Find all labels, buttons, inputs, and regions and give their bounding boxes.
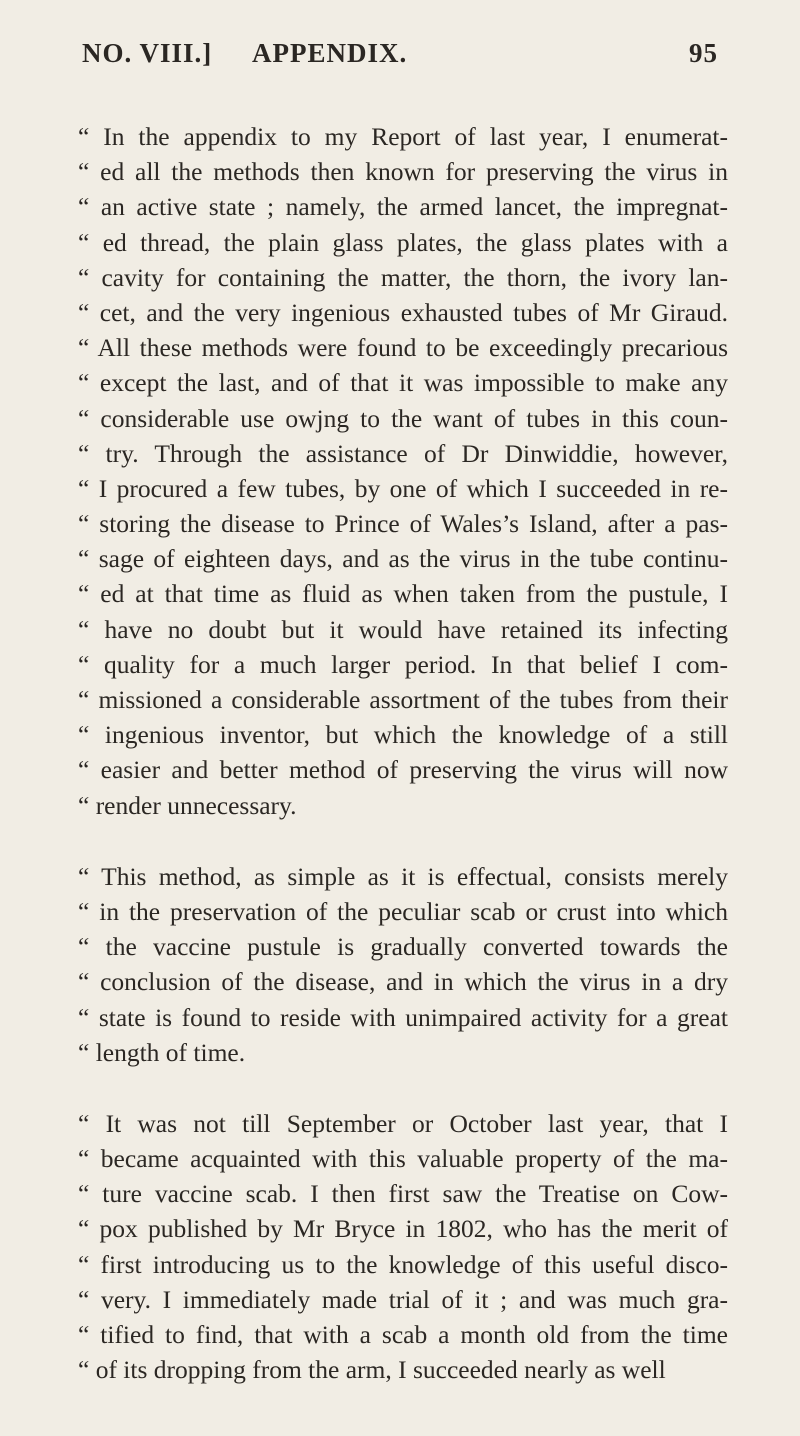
text-line: “ became acquainted with this valuable property of the ma- [78,1144,728,1174]
paragraph-3 [78,1106,728,1388]
text-line: “ All these methods were found to be exceedingly precarious [78,333,728,363]
text-line: “ missioned a considerable assortment of the tubes from their [78,685,728,714]
paragraph-2 [78,859,728,1070]
text-line: “ storing the disease to Prince of Wales’s Island, after a pas- [78,509,728,539]
text-line: “ render unnecessary. [78,790,297,820]
text-line: “ sage of eighteen days, and as the virus in the tube continu- [78,544,728,574]
text-line: “ ture vaccine scab. I then first saw the Treatise on Cow- [78,1179,728,1209]
text-line: “ I procured a few tubes, by one of which I succeeded in re- [78,473,728,503]
text-line: “ This method, as simple as it is effectual, consists merely [78,861,728,891]
text-line: “ except the last, and of that it was impossible to make any [78,368,728,398]
text-line: “ the vaccine pustule is gradually converted towards the [78,932,728,962]
page-number: 95 [689,38,718,68]
text-line: “ easier and better method of preserving the virus will now [78,755,728,785]
text-line: “ very. I immediately made trial of it ; and was much gra- [78,1284,728,1314]
text-line: “ It was not till September or October last year, that I [78,1108,728,1138]
text-line: “ quality for a much larger period. In that belief I com- [78,649,728,679]
text-line: “ state is found to reside with unimpaired activity for a great [78,1002,728,1032]
header-title: APPENDIX. [252,38,408,68]
text-line: “ in the preservation of the peculiar scab or crust into which [78,896,728,926]
text-line: “ ingenious inventor, but which the knowledge of a still [78,720,728,750]
text-line: “ cet, and the very ingenious exhausted tubes of Mr Giraud. [78,297,728,327]
paragraph-1 [78,119,728,823]
text-line: “ of its dropping from the arm, I succeeded nearly as well [78,1355,666,1385]
text-line: “ first introducing us to the knowledge of this useful disco- [78,1249,728,1279]
text-line: “ try. Through the assistance of Dr Dinwiddie, however, [78,438,728,468]
body-text [78,119,728,1423]
text-line: “ conclusion of the disease, and in which the virus in a dry [78,967,728,997]
text-line: “ ed at that time as fluid as when taken from the pustule, I [78,579,728,609]
text-line: “ ed all the methods then known for preserving the virus in [78,157,728,187]
running-header [82,38,718,88]
text-line: “ length of time. [78,1037,246,1067]
text-line: “ have no doubt but it would have retained its infecting [78,614,728,644]
text-line: “ tified to find, that with a scab a month old from the time [78,1320,728,1349]
text-line: “ ed thread, the plain glass plates, the glass plates with a [78,227,728,257]
text-line: “ pox published by Mr Bryce in 1802, who has the merit of [78,1214,728,1244]
header-section-number: NO. VIII.] [82,38,213,68]
text-line: “ considerable use owjng to the want of tubes in this coun- [78,403,728,433]
text-line: “ an active state ; namely, the armed lancet, the impregnat- [78,192,728,222]
text-line: “ In the appendix to my Report of last year, I enumerat- [78,122,728,151]
text-line: “ cavity for containing the matter, the thorn, the ivory lan- [78,262,728,292]
